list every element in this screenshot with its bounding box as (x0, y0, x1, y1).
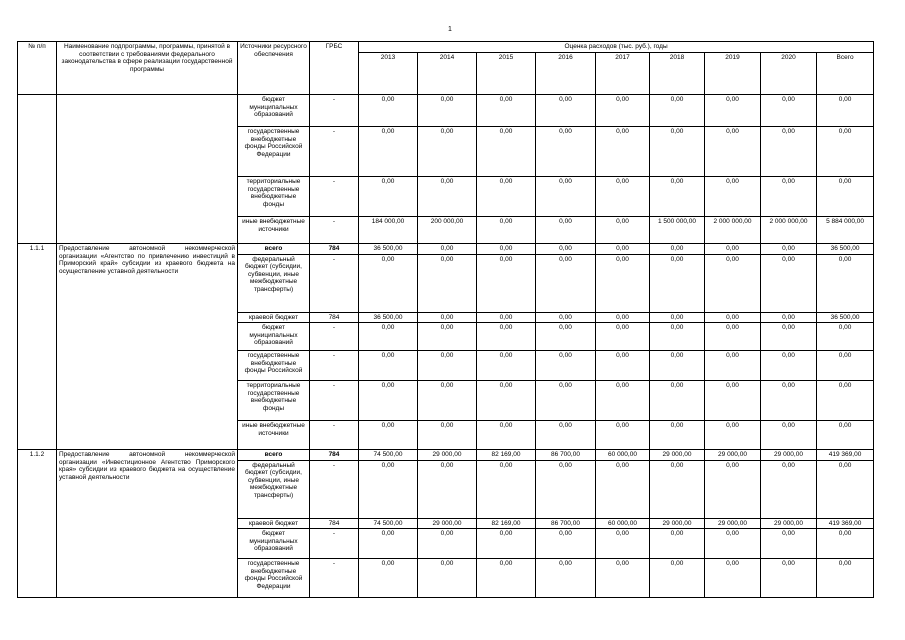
value-cell: 0,00 (418, 460, 477, 518)
value-cell: 0,00 (359, 127, 418, 177)
value-cell: 0,00 (536, 217, 596, 244)
value-cell: 0,00 (761, 460, 817, 518)
value-cell: 0,00 (705, 559, 761, 598)
total-cell: 0,00 (817, 460, 874, 518)
value-cell: 184 000,00 (359, 217, 418, 244)
grbs-cell: 784 (310, 312, 359, 323)
total-cell: 0,00 (817, 127, 874, 177)
value-cell: 0,00 (536, 254, 596, 312)
grbs-cell: 784 (310, 450, 359, 461)
value-cell: 0,00 (359, 529, 418, 559)
source-cell: государственные внебюджетные фонды Российской Федерации (238, 127, 310, 177)
value-cell: 74 500,00 (359, 450, 418, 461)
header-year: 2020 (761, 53, 817, 95)
total-cell: 0,00 (817, 351, 874, 381)
value-cell: 0,00 (536, 177, 596, 217)
header-num: № п/п (18, 42, 57, 95)
value-cell: 0,00 (761, 254, 817, 312)
value-cell: 0,00 (705, 177, 761, 217)
value-cell: 0,00 (596, 421, 650, 450)
row-code: 1.1.1 (18, 244, 57, 450)
value-cell: 0,00 (761, 381, 817, 421)
grbs-cell: 784 (310, 244, 359, 255)
value-cell: 36 500,00 (359, 244, 418, 255)
value-cell: 0,00 (650, 127, 705, 177)
value-cell: 0,00 (761, 95, 817, 127)
value-cell: 0,00 (650, 559, 705, 598)
total-cell: 36 500,00 (817, 244, 874, 255)
value-cell: 0,00 (705, 529, 761, 559)
value-cell: 0,00 (536, 312, 596, 323)
value-cell: 0,00 (418, 559, 477, 598)
source-cell: государственные внебюджетные фонды Российской (238, 351, 310, 381)
source-cell: федеральный бюджет (субсидии, субвенции, иные межбюджетные трансферты) (238, 254, 310, 312)
value-cell: 0,00 (650, 529, 705, 559)
grbs-cell: - (310, 529, 359, 559)
value-cell: 0,00 (536, 323, 596, 351)
value-cell: 0,00 (359, 559, 418, 598)
value-cell: 0,00 (477, 217, 536, 244)
source-cell: государственные внебюджетные фонды Российской Федерации (238, 559, 310, 598)
value-cell: 0,00 (418, 177, 477, 217)
total-cell: 0,00 (817, 381, 874, 421)
value-cell: 74 500,00 (359, 518, 418, 529)
total-cell: 5 884 000,00 (817, 217, 874, 244)
source-cell: бюджет муниципальных образований (238, 529, 310, 559)
value-cell: 0,00 (596, 529, 650, 559)
value-cell: 82 169,00 (477, 450, 536, 461)
value-cell: 0,00 (761, 244, 817, 255)
value-cell: 0,00 (536, 421, 596, 450)
source-cell: бюджет муниципальных образований (238, 95, 310, 127)
value-cell: 0,00 (536, 460, 596, 518)
value-cell: 0,00 (596, 177, 650, 217)
total-cell: 0,00 (817, 529, 874, 559)
header-year: 2014 (418, 53, 477, 95)
total-cell: 0,00 (817, 177, 874, 217)
value-cell: 0,00 (536, 381, 596, 421)
value-cell: 0,00 (596, 95, 650, 127)
total-cell: 0,00 (817, 323, 874, 351)
value-cell: 0,00 (596, 254, 650, 312)
value-cell: 0,00 (477, 254, 536, 312)
value-cell: 0,00 (536, 127, 596, 177)
grbs-cell: - (310, 127, 359, 177)
table-body (18, 95, 874, 598)
grbs-cell: - (310, 559, 359, 598)
value-cell: 0,00 (418, 529, 477, 559)
value-cell: 0,00 (705, 460, 761, 518)
value-cell: 0,00 (596, 244, 650, 255)
value-cell: 0,00 (477, 421, 536, 450)
value-cell: 200 000,00 (418, 217, 477, 244)
value-cell: 2 000 000,00 (705, 217, 761, 244)
row-code: 1.1.2 (18, 450, 57, 598)
value-cell: 0,00 (596, 312, 650, 323)
total-cell: 0,00 (817, 559, 874, 598)
value-cell: 0,00 (705, 351, 761, 381)
value-cell: 0,00 (650, 381, 705, 421)
value-cell: 0,00 (761, 421, 817, 450)
value-cell: 0,00 (596, 351, 650, 381)
header-estimate: Оценка расходов (тыс. руб.), годы (359, 42, 874, 53)
value-cell: 0,00 (650, 421, 705, 450)
value-cell: 0,00 (477, 95, 536, 127)
total-cell: 0,00 (817, 254, 874, 312)
value-cell: 0,00 (359, 177, 418, 217)
value-cell: 0,00 (359, 421, 418, 450)
value-cell: 0,00 (650, 351, 705, 381)
grbs-cell: - (310, 323, 359, 351)
header-grbs: ГРБС (310, 42, 359, 95)
row-name: Предоставление автономной некоммерческой организации «Агентство по привлечению инвестиций в Приморский край» субсидии из краевого бюджета на осуществление уставной деятельности (57, 244, 238, 450)
value-cell: 0,00 (477, 351, 536, 381)
value-cell: 0,00 (477, 323, 536, 351)
value-cell: 0,00 (359, 254, 418, 312)
total-cell: 419 369,00 (817, 450, 874, 461)
value-cell: 0,00 (536, 559, 596, 598)
page-number: 1 (448, 26, 452, 33)
total-cell: 419 369,00 (817, 518, 874, 529)
budget-table (17, 41, 874, 598)
value-cell: 0,00 (418, 381, 477, 421)
value-cell: 0,00 (596, 460, 650, 518)
value-cell: 36 500,00 (359, 312, 418, 323)
grbs-cell: - (310, 421, 359, 450)
source-cell: краевой бюджет (238, 518, 310, 529)
grbs-cell: 784 (310, 518, 359, 529)
header-year: 2013 (359, 53, 418, 95)
value-cell: 0,00 (536, 95, 596, 127)
value-cell: 0,00 (705, 95, 761, 127)
value-cell: 0,00 (359, 95, 418, 127)
header-source: Источники ресурсного обеспечения (238, 42, 310, 95)
value-cell: 29 000,00 (418, 518, 477, 529)
header-name: Наименование подпрограммы, программы, принятой в соответствии с требованиями федерального законодательства в сфере реализации государственной программы (57, 42, 238, 95)
grbs-cell: - (310, 95, 359, 127)
source-cell: иные внебюджетные источники (238, 217, 310, 244)
value-cell: 0,00 (596, 217, 650, 244)
source-cell: федеральный бюджет (субсидии, субвенции, иные межбюджетные трансферты) (238, 460, 310, 518)
value-cell: 0,00 (650, 323, 705, 351)
value-cell: 0,00 (477, 244, 536, 255)
value-cell: 0,00 (650, 244, 705, 255)
value-cell: 0,00 (761, 312, 817, 323)
value-cell: 0,00 (761, 351, 817, 381)
source-cell: территориальные государственные внебюджетные фонды (238, 177, 310, 217)
header-year: 2015 (477, 53, 536, 95)
value-cell: 0,00 (705, 254, 761, 312)
value-cell: 0,00 (705, 381, 761, 421)
value-cell: 29 000,00 (650, 518, 705, 529)
value-cell: 0,00 (418, 127, 477, 177)
value-cell: 0,00 (477, 559, 536, 598)
value-cell: 0,00 (650, 177, 705, 217)
grbs-cell: - (310, 351, 359, 381)
source-cell: всего (238, 450, 310, 461)
grbs-cell: - (310, 217, 359, 244)
source-cell: территориальные государственные внебюджетные фонды (238, 381, 310, 421)
value-cell: 0,00 (536, 351, 596, 381)
value-cell: 0,00 (761, 127, 817, 177)
value-cell: 0,00 (761, 323, 817, 351)
value-cell: 0,00 (596, 323, 650, 351)
value-cell: 0,00 (650, 312, 705, 323)
value-cell: 0,00 (650, 254, 705, 312)
row-name (57, 95, 238, 244)
source-cell: бюджет муниципальных образований (238, 323, 310, 351)
source-cell: краевой бюджет (238, 312, 310, 323)
value-cell: 0,00 (761, 177, 817, 217)
header-year: 2018 (650, 53, 705, 95)
value-cell: 29 000,00 (761, 518, 817, 529)
grbs-cell: - (310, 460, 359, 518)
value-cell: 0,00 (536, 244, 596, 255)
header-year: 2019 (705, 53, 761, 95)
value-cell: 0,00 (705, 421, 761, 450)
value-cell: 0,00 (418, 323, 477, 351)
value-cell: 0,00 (477, 312, 536, 323)
value-cell: 0,00 (418, 95, 477, 127)
value-cell: 0,00 (359, 323, 418, 351)
value-cell: 29 000,00 (705, 518, 761, 529)
value-cell: 0,00 (477, 381, 536, 421)
value-cell: 86 700,00 (536, 450, 596, 461)
total-cell: 0,00 (817, 421, 874, 450)
table-row (18, 450, 874, 461)
header-total: Всего (817, 53, 874, 95)
source-cell: иные внебюджетные источники (238, 421, 310, 450)
value-cell: 86 700,00 (536, 518, 596, 529)
value-cell: 60 000,00 (596, 518, 650, 529)
value-cell: 0,00 (705, 244, 761, 255)
value-cell: 0,00 (705, 312, 761, 323)
value-cell: 0,00 (650, 95, 705, 127)
value-cell: 0,00 (477, 127, 536, 177)
value-cell: 0,00 (761, 529, 817, 559)
header-year: 2017 (596, 53, 650, 95)
value-cell: 60 000,00 (596, 450, 650, 461)
table-row (18, 95, 874, 127)
value-cell: 0,00 (596, 559, 650, 598)
value-cell: 0,00 (477, 177, 536, 217)
value-cell: 0,00 (418, 254, 477, 312)
value-cell: 0,00 (536, 529, 596, 559)
value-cell: 0,00 (477, 460, 536, 518)
value-cell: 1 500 000,00 (650, 217, 705, 244)
value-cell: 29 000,00 (761, 450, 817, 461)
value-cell: 0,00 (418, 244, 477, 255)
value-cell: 0,00 (477, 529, 536, 559)
value-cell: 29 000,00 (418, 450, 477, 461)
value-cell: 0,00 (359, 351, 418, 381)
value-cell: 0,00 (359, 381, 418, 421)
value-cell: 0,00 (418, 351, 477, 381)
grbs-cell: - (310, 254, 359, 312)
total-cell: 0,00 (817, 95, 874, 127)
row-code (18, 95, 57, 244)
value-cell: 0,00 (705, 323, 761, 351)
header-year: 2016 (536, 53, 596, 95)
total-cell: 36 500,00 (817, 312, 874, 323)
value-cell: 0,00 (650, 460, 705, 518)
value-cell: 29 000,00 (650, 450, 705, 461)
value-cell: 2 000 000,00 (761, 217, 817, 244)
value-cell: 0,00 (761, 559, 817, 598)
source-cell: всего (238, 244, 310, 255)
value-cell: 0,00 (418, 421, 477, 450)
row-name: Предоставление автономной некоммерческой организации «Инвестиционное Агентство Приморского края» субсидии из краевого бюджета на осуществление уставной деятельности (57, 450, 238, 598)
value-cell: 0,00 (596, 127, 650, 177)
value-cell: 0,00 (418, 312, 477, 323)
grbs-cell: - (310, 177, 359, 217)
value-cell: 0,00 (705, 127, 761, 177)
value-cell: 0,00 (596, 381, 650, 421)
value-cell: 29 000,00 (705, 450, 761, 461)
value-cell: 82 169,00 (477, 518, 536, 529)
table-row (18, 244, 874, 255)
value-cell: 0,00 (359, 460, 418, 518)
grbs-cell: - (310, 381, 359, 421)
